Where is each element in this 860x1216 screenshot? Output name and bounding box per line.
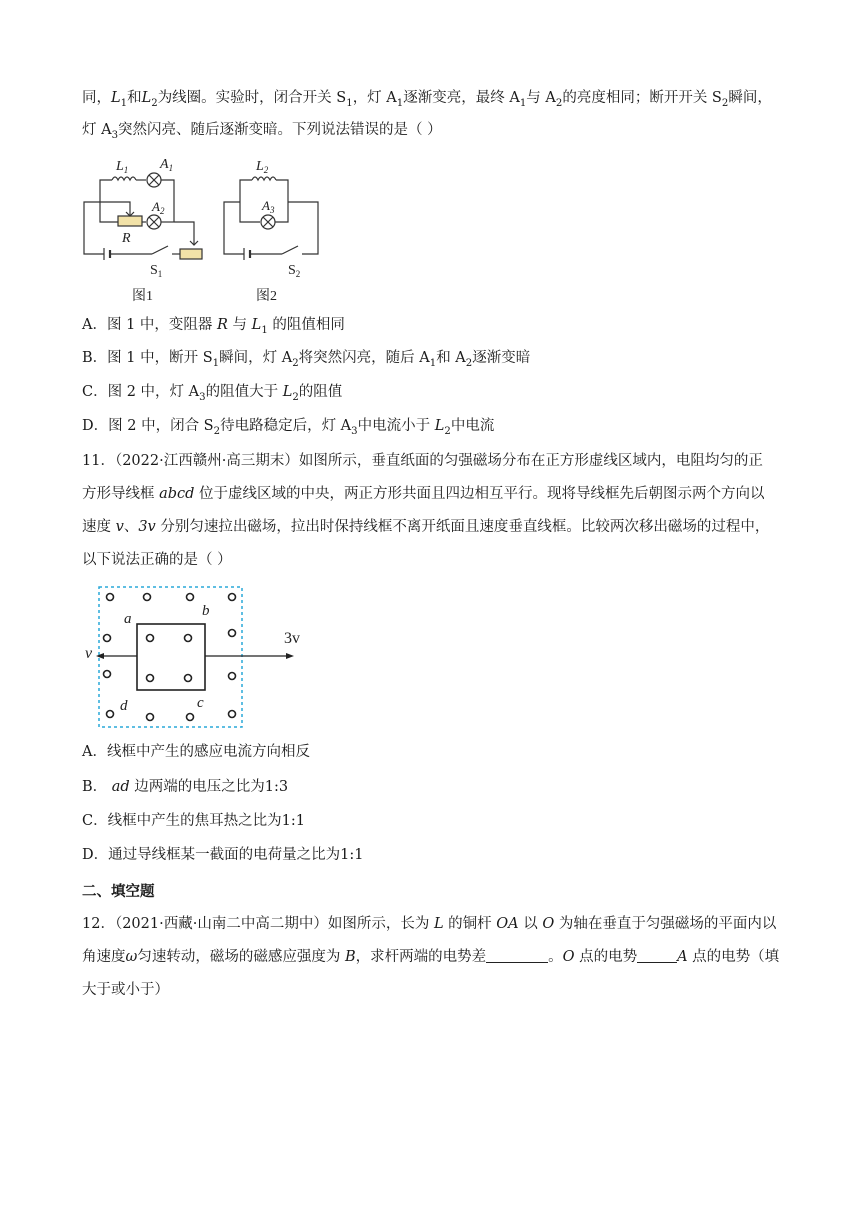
q11-stem-line1: 11．（2022·江西赣州·高三期末）如图所示，垂直纸面的匀强磁场分布在正方形虚线区域内，电阻均匀的正 (82, 453, 763, 469)
answer-blank-1[interactable] (486, 948, 548, 963)
svg-text:L2: $L_2$ (256, 159, 269, 175)
q11-stem-line4: 以下说法正确的是（ ） (82, 552, 232, 568)
q12-stem-line1: 12．（2021·西藏·山南二中高二期中）如图所示，长为 L 的铜杆 OA 以 O 为轴在垂直于匀强磁场的平面内以 (82, 916, 777, 932)
svg-text:图1: 图1 (132, 289, 153, 304)
q11-option-c: C．线框中产生的焦耳热之比为1:1 (82, 813, 305, 829)
q11-stem-line3: 速度 v、3v 分别匀速拉出磁场，拉出时保持线框不离开纸面且速度垂直线框。比较两次移出磁场的过程中， (82, 519, 770, 535)
svg-text:a: a (124, 611, 132, 627)
q12-stem-line3: 大于或小于） (82, 982, 169, 998)
section-heading-fill-in: 二、填空题 (82, 884, 155, 900)
svg-text:b: b (202, 603, 210, 619)
q11-option-b: B． ad 边两端的电压之比为1:3 (82, 779, 289, 795)
svg-text:A3: $A_3$ (262, 198, 275, 215)
svg-text:L1: $L_1$ (116, 159, 129, 175)
q11-option-d: D．通过导线框某一截面的电荷量之比为1:1 (82, 847, 364, 863)
svg-text:S2: $S_2$ (288, 263, 301, 279)
svg-text:c: c (197, 695, 204, 711)
q10-option-d: D．图 2 中，闭合 $S_2$待电路稳定后，灯 $A_3$中电流小于 $L_2$中电流 (82, 418, 495, 437)
q10-figure-1 (82, 150, 212, 305)
svg-text:d: d (120, 698, 128, 714)
q10-option-a: A．图 1 中，变阻器 R 与 $L_1$ 的阻值相同 (82, 317, 345, 336)
svg-text:R: R (122, 231, 131, 246)
svg-text:3v: 3v (284, 630, 300, 647)
q10-stem-line1: 同，$L_1$和$L_2$为线圈。实验时，闭合开关 $S_1$，灯 $A_1$逐渐变亮，最终 $A_1$与 $A_2$的亮度相同；断开开关 $S_2$瞬间， (82, 90, 772, 109)
q10-option-c: C．图 2 中，灯 $A_3$的阻值大于 $L_2$的阻值 (82, 384, 343, 403)
q11-figure (82, 583, 312, 733)
svg-text:A2: $A_2$ (152, 199, 165, 216)
q11-option-a: A．线框中产生的感应电流方向相反 (82, 744, 310, 760)
svg-text:图2: 图2 (256, 289, 277, 304)
svg-text:S1: $S_1$ (150, 263, 163, 279)
q10-figure-2 (222, 150, 332, 305)
answer-blank-2[interactable] (637, 948, 677, 963)
svg-text:v: v (85, 645, 93, 662)
q11-stem-line2: 方形导线框 abcd 位于虚线区域的中央，两正方形共面且四边相互平行。现将导线框先后朝图示两个方向以 (82, 486, 765, 502)
q10-option-b: B．图 1 中，断开 $S_1$瞬间，灯 $A_2$将突然闪亮，随后 $A_1$和 $A_2$逐渐变暗 (82, 350, 531, 369)
q10-stem-line2: 灯 $A_3$突然闪亮、随后逐渐变暗。下列说法错误的是（ ） (82, 122, 442, 141)
q12-stem-line2: 角速度ω匀速转动，磁场的磁感应强度为 B，求杆两端的电势差 。O 点的电势 A 点的电势（填 (82, 949, 780, 965)
svg-text:A1: $A_1$ (160, 157, 174, 173)
